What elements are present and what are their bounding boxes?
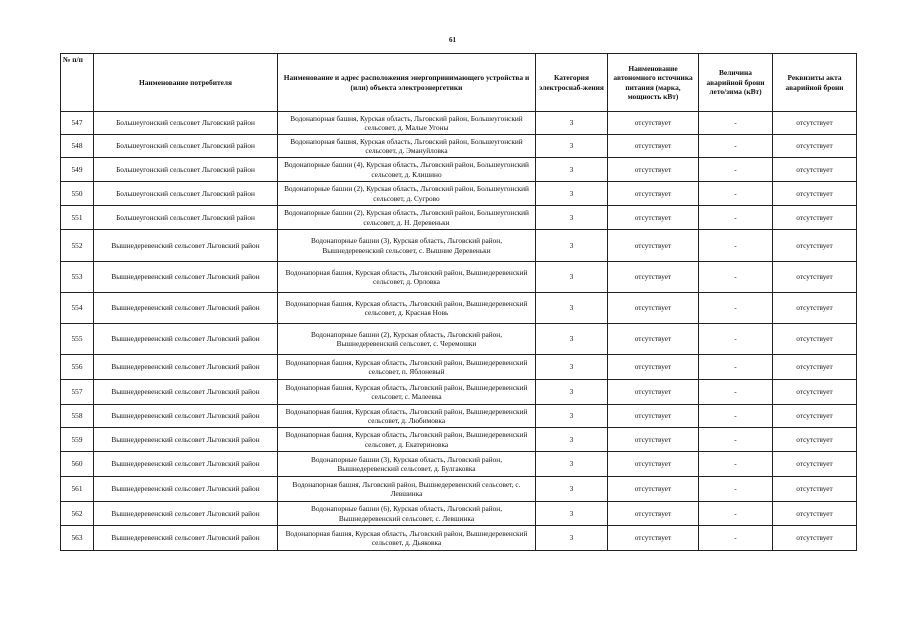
cell-act: отсутствует [773, 502, 857, 526]
cell-category: 3 [536, 262, 608, 293]
cell-num: 563 [61, 526, 94, 551]
cell-source: отсутствует [608, 452, 699, 477]
cell-source: отсутствует [608, 206, 699, 230]
cell-consumer: Большеугонский сельсовет Льговский район [94, 206, 278, 230]
cell-source: отсутствует [608, 526, 699, 551]
cell-object: Водонапорная башня, Льговский район, Вышнедеревенский сельсовет, с. Левшинка [278, 477, 536, 502]
cell-act: отсутствует [773, 452, 857, 477]
cell-category: 3 [536, 324, 608, 355]
cell-reserve: - [699, 405, 773, 428]
cell-object: Водонапорная башня, Курская область, Льговский район, Вышнедеревенский сельсовет, с. Малеевка [278, 380, 536, 405]
cell-num: 557 [61, 380, 94, 405]
table-row [61, 526, 857, 551]
cell-category: 3 [536, 230, 608, 262]
table-row [61, 477, 857, 502]
energy-reserve-table [60, 53, 857, 551]
cell-num: 549 [61, 158, 94, 182]
cell-consumer: Большеугонский сельсовет Льговский район [94, 182, 278, 206]
cell-source: отсутствует [608, 293, 699, 324]
cell-act: отсутствует [773, 477, 857, 502]
cell-consumer: Вышнедеревенский сельсовет Льговский район [94, 293, 278, 324]
cell-object: Водонапорная башня, Курская область, Льговский район, Вышнедеревенский сельсовет, п. Яблоневый [278, 355, 536, 380]
table-row [61, 112, 857, 135]
table-row [61, 135, 857, 158]
table-row [61, 380, 857, 405]
cell-consumer: Вышнедеревенский сельсовет Льговский район [94, 380, 278, 405]
cell-consumer: Вышнедеревенский сельсовет Льговский район [94, 355, 278, 380]
cell-act: отсутствует [773, 135, 857, 158]
cell-reserve: - [699, 452, 773, 477]
header-source: Наименование автономного источника питания (марка, мощность кВт) [608, 54, 699, 112]
cell-source: отсутствует [608, 262, 699, 293]
cell-source: отсутствует [608, 182, 699, 206]
cell-category: 3 [536, 526, 608, 551]
table-row [61, 502, 857, 526]
cell-object: Водонапорная башня, Курская область, Льговский район, Вышнедеревенский сельсовет, д. Орловка [278, 262, 536, 293]
cell-object: Водонапорная башня, Курская область, Льговский район, Вышнедеревенский сельсовет, д. Любимовка [278, 405, 536, 428]
cell-num: 551 [61, 206, 94, 230]
cell-reserve: - [699, 230, 773, 262]
table-row [61, 355, 857, 380]
cell-act: отсутствует [773, 355, 857, 380]
cell-num: 562 [61, 502, 94, 526]
cell-num: 556 [61, 355, 94, 380]
cell-act: отсутствует [773, 182, 857, 206]
cell-category: 3 [536, 182, 608, 206]
cell-reserve: - [699, 324, 773, 355]
cell-num: 559 [61, 428, 94, 452]
table-row [61, 158, 857, 182]
cell-source: отсутствует [608, 502, 699, 526]
cell-source: отсутствует [608, 428, 699, 452]
cell-object: Водонапорные башни (3), Курская область, Льговский район, Вышнедеревенский сельсовет, д. Булгаковка [278, 452, 536, 477]
table-row [61, 206, 857, 230]
cell-act: отсутствует [773, 324, 857, 355]
cell-category: 3 [536, 452, 608, 477]
cell-act: отсутствует [773, 428, 857, 452]
cell-reserve: - [699, 262, 773, 293]
cell-consumer: Большеугонский сельсовет Льговский район [94, 112, 278, 135]
cell-category: 3 [536, 405, 608, 428]
cell-reserve: - [699, 355, 773, 380]
table-row [61, 405, 857, 428]
table-body [61, 112, 857, 551]
cell-category: 3 [536, 428, 608, 452]
cell-object: Водонапорная башня, Курская область, Льговский район, Большеугонский сельсовет, д. Малые Угоны [278, 112, 536, 135]
cell-reserve: - [699, 477, 773, 502]
table-row [61, 230, 857, 262]
page-number: 61 [449, 36, 456, 44]
cell-consumer: Вышнедеревенский сельсовет Льговский район [94, 262, 278, 293]
cell-num: 547 [61, 112, 94, 135]
cell-reserve: - [699, 502, 773, 526]
cell-consumer: Вышнедеревенский сельсовет Льговский район [94, 428, 278, 452]
cell-reserve: - [699, 206, 773, 230]
cell-consumer: Вышнедеревенский сельсовет Льговский район [94, 477, 278, 502]
table-row [61, 428, 857, 452]
header-category: Категория электроснаб-жения [536, 54, 608, 112]
cell-num: 561 [61, 477, 94, 502]
cell-source: отсутствует [608, 230, 699, 262]
cell-num: 550 [61, 182, 94, 206]
header-act: Реквизиты акта аварийной брони [773, 54, 857, 112]
cell-consumer: Вышнедеревенский сельсовет Льговский район [94, 405, 278, 428]
table-row [61, 293, 857, 324]
cell-act: отсутствует [773, 112, 857, 135]
cell-source: отсутствует [608, 324, 699, 355]
cell-object: Водонапорная башня, Курская область, Льговский район, Большеугонский сельсовет, д. Эмануйловка [278, 135, 536, 158]
cell-object: Водонапорная башня, Курская область, Льговский район, Вышнедеревенский сельсовет, д. Красная Новь [278, 293, 536, 324]
cell-num: 548 [61, 135, 94, 158]
cell-consumer: Вышнедеревенский сельсовет Льговский район [94, 324, 278, 355]
cell-category: 3 [536, 380, 608, 405]
cell-object: Водонапорные башни (4), Курская область, Льговский район, Большеугонский сельсовет, д. Клишино [278, 158, 536, 182]
cell-consumer: Вышнедеревенский сельсовет Льговский район [94, 502, 278, 526]
table-header-row [61, 54, 857, 112]
cell-act: отсутствует [773, 262, 857, 293]
cell-act: отсутствует [773, 206, 857, 230]
cell-consumer: Вышнедеревенский сельсовет Льговский район [94, 452, 278, 477]
cell-category: 3 [536, 158, 608, 182]
cell-object: Водонапорные башни (2), Курская область, Льговский район, Большеугонский сельсовет, д. Сугрово [278, 182, 536, 206]
cell-object: Водонапорные башни (2), Курская область, Льговский район, Большеугонский сельсовет, д. Н. Деревеньки [278, 206, 536, 230]
cell-num: 555 [61, 324, 94, 355]
cell-object: Водонапорная башня, Курская область, Льговский район, Вышнедеревенский сельсовет, д. Екатериновка [278, 428, 536, 452]
cell-category: 3 [536, 477, 608, 502]
cell-category: 3 [536, 293, 608, 324]
header-object: Наименование и адрес расположения энергопринимающего устройства и (или) объекта электроэнергетики [278, 54, 536, 112]
cell-num: 552 [61, 230, 94, 262]
cell-consumer: Вышнедеревенский сельсовет Льговский район [94, 526, 278, 551]
cell-object: Водонапорные башни (3), Курская область, Льговский район, Вышнедеревенский сельсовет, с. Вышние Деревеньки [278, 230, 536, 262]
cell-act: отсутствует [773, 405, 857, 428]
cell-reserve: - [699, 158, 773, 182]
cell-category: 3 [536, 112, 608, 135]
cell-act: отсутствует [773, 293, 857, 324]
cell-source: отсутствует [608, 112, 699, 135]
cell-source: отсутствует [608, 158, 699, 182]
cell-consumer: Большеугонский сельсовет Льговский район [94, 158, 278, 182]
cell-category: 3 [536, 135, 608, 158]
cell-source: отсутствует [608, 135, 699, 158]
cell-source: отсутствует [608, 477, 699, 502]
cell-source: отсутствует [608, 405, 699, 428]
cell-reserve: - [699, 428, 773, 452]
cell-reserve: - [699, 293, 773, 324]
cell-category: 3 [536, 355, 608, 380]
cell-object: Водонапорная башня, Курская область, Льговский район, Вышнедеревенский сельсовет, д. Дьяковка [278, 526, 536, 551]
table-row [61, 452, 857, 477]
cell-reserve: - [699, 112, 773, 135]
cell-reserve: - [699, 526, 773, 551]
cell-act: отсутствует [773, 526, 857, 551]
table-row [61, 182, 857, 206]
cell-consumer: Вышнедеревенский сельсовет Льговский район [94, 230, 278, 262]
cell-num: 553 [61, 262, 94, 293]
cell-category: 3 [536, 502, 608, 526]
table-row [61, 324, 857, 355]
cell-act: отсутствует [773, 230, 857, 262]
cell-consumer: Большеугонский сельсовет Льговский район [94, 135, 278, 158]
cell-act: отсутствует [773, 380, 857, 405]
cell-object: Водонапорные башни (6), Курская область, Льговский район, Вышнедеревенский сельсовет, с. Левшинка [278, 502, 536, 526]
cell-num: 560 [61, 452, 94, 477]
cell-reserve: - [699, 182, 773, 206]
cell-reserve: - [699, 380, 773, 405]
cell-category: 3 [536, 206, 608, 230]
header-num: № п/п [61, 54, 94, 112]
cell-source: отсутствует [608, 355, 699, 380]
cell-num: 558 [61, 405, 94, 428]
cell-num: 554 [61, 293, 94, 324]
header-consumer: Наименование потребителя [94, 54, 278, 112]
cell-act: отсутствует [773, 158, 857, 182]
header-reserve: Величина аварийной брони лето/зима (кВт) [699, 54, 773, 112]
cell-source: отсутствует [608, 380, 699, 405]
cell-reserve: - [699, 135, 773, 158]
table-row [61, 262, 857, 293]
cell-object: Водонапорные башни (2), Курская область, Льговский район, Вышнедеревенский сельсовет, с. Черемошки [278, 324, 536, 355]
